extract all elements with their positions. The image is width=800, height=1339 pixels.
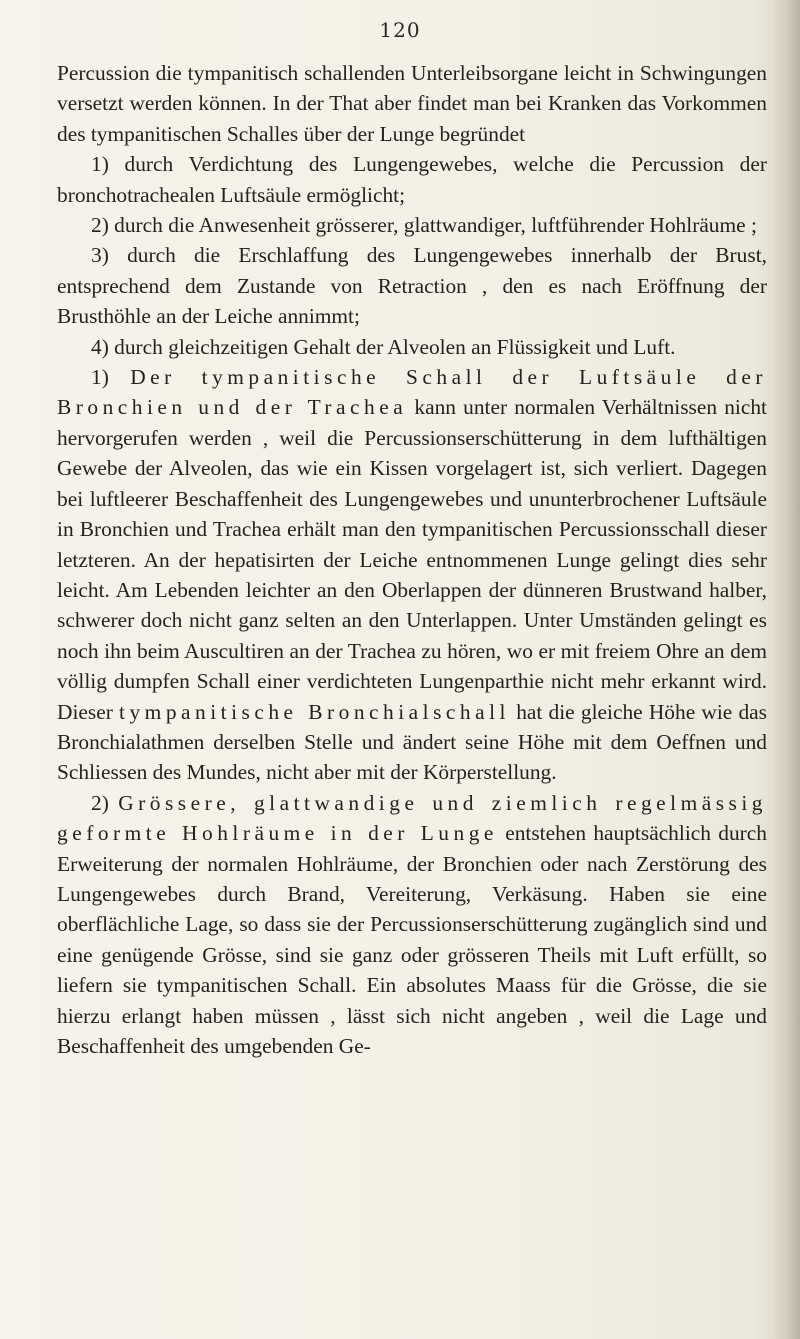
list-item-2: 2) durch die Anwesenheit grösserer, glattwandiger, luftführender Hohlräume ;: [91, 213, 757, 238]
page-number: 120: [379, 18, 421, 42]
list-item-4: 4) durch gleichzeitigen Gehalt der Alveolen an Flüssigkeit und Luft.: [91, 334, 676, 359]
section-number: 1): [91, 365, 131, 390]
section-text-continued: hat die gleiche Höhe wie das Bronchialathmen derselben Stelle und ändert seine Höhe mit dem Oeffnen und Schliessen des Mundes, nicht aber mit der Körperstellung.: [57, 699, 767, 785]
section-heading-spaced: Der tympanitische Schall der Luftsäule der Bronchien und der Trachea: [57, 365, 767, 420]
section-text: kann unter normalen Verhältnissen nicht hervorgerufen werden , weil die Percussionserschütterung in dem lufthältigen Gewebe der Alveolen, das wie ein Kissen vorgelagert ist, sich verliert. Dagegen bei luftleerer Beschaffenheit des Lungengewebes und ununterbrochener Luftsäule in Bronchien und Trachea erhält man den tympanitischen Percussionsschall dieser letzteren. An der hepatisirten der Leiche entnommenen Lunge gelingt dies sehr leicht. Am Lebenden leichter an den Oberlappen der dünneren Brustwand halber, schwerer doch nicht ganz selten an den Unterlappen. Unter Umständen gelingt es noch ihn beim Auscultiren an der Trachea zu hören, wo er mit freiem Ohre an dem völlig dumpfen Schall einer verdichteten Lungenparthie nicht mehr erkannt wird. Dieser: [57, 395, 767, 724]
section-heading-spaced: Grössere, glattwandige und ziemlich regelmässig geformte Hohlräume in der Lunge: [57, 790, 767, 846]
page-edge-shadow: [772, 0, 800, 1339]
section-bronchial-sound: [57, 362, 767, 788]
section-cavities: [57, 788, 767, 1062]
list-item-3: 3) durch die Erschlaffung des Lungengewebes innerhalb der Brust, entsprechend dem Zustande von Retraction , den es nach Eröffnung der Brusthöhle an der Leiche annimmt;: [57, 243, 767, 329]
paragraph-intro: Percussion die tympanitisch schallenden Unterleibsorgane leicht in Schwingungen versetzt werden können. In der That aber findet man bei Kranken das Vorkommen des tympanitischen Schalles über der Lunge begründet: [57, 61, 767, 146]
section-number: 2): [91, 790, 119, 815]
emphasis-spaced: tympanitische Bronchialschall: [119, 699, 510, 724]
section-text: entstehen hauptsächlich durch Erweiterung der normalen Hohlräume, der Bronchien oder nach Zerstörung des Lungengewebes durch Brand, Vereiterung, Verkäsung. Haben sie eine oberflächliche Lage, so dass sie der Percussionserschütterung zugänglich sind und eine genügende Grösse, sind sie ganz oder grösseren Theils mit Luft erfüllt, so liefern sie tympanitischen Schall. Ein absolutes Maass für die Grösse, die sie hierzu erlangt haben müssen , lässt sich nicht angeben , weil die Lage und Beschaffenheit des umgebenden Ge-: [57, 821, 767, 1058]
list-item-1: 1) durch Verdichtung des Lungengewebes, welche die Percussion der bronchotrachealen Luftsäule ermöglicht;: [57, 152, 767, 207]
body-text: [57, 58, 767, 1061]
